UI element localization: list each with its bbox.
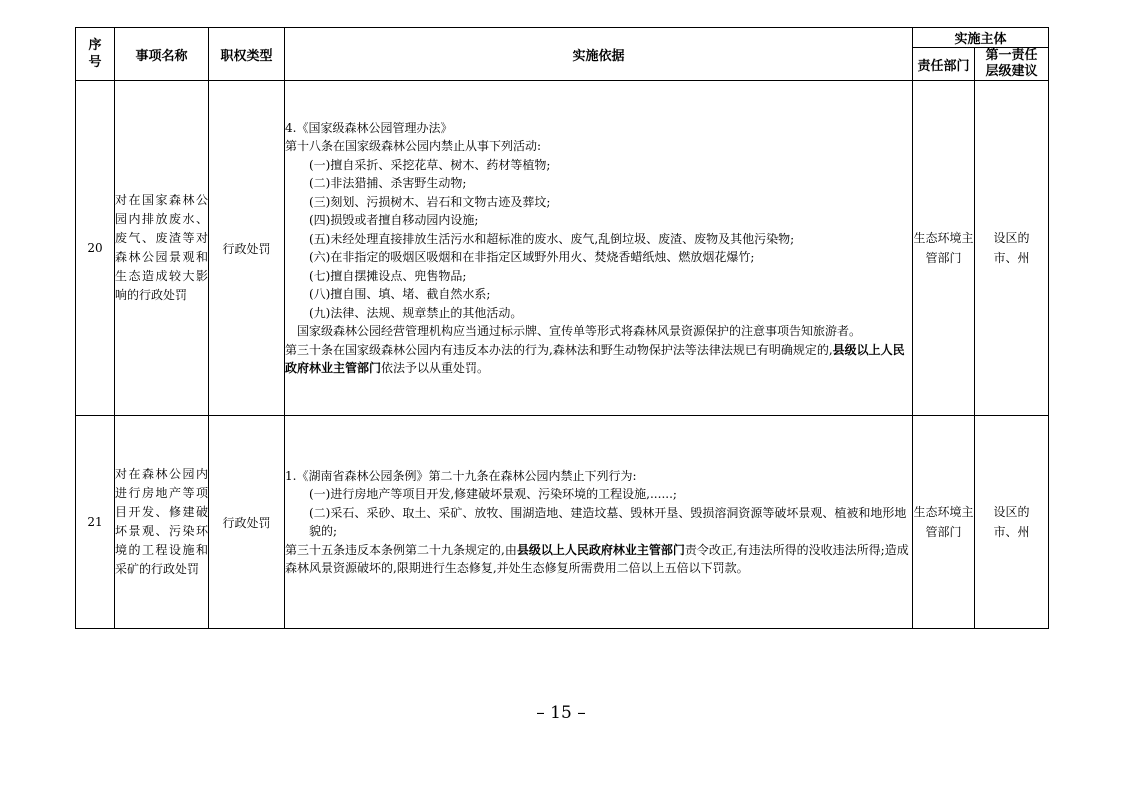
basis-item: (三)刻划、污损树木、岩石和文物古迹及葬坟; xyxy=(309,194,551,209)
row-seq: 21 xyxy=(76,416,115,629)
row-item-name: 对在国家森林公园内排放废水、废气、废渣等对森林公园景观和生态造成较大影响的行政处罚 xyxy=(115,81,209,416)
basis-item: (四)损毁或者擅自移动园内设施; xyxy=(309,213,479,227)
row-basis xyxy=(285,416,913,629)
basis-law: 4.《国家级森林公园管理办法》 xyxy=(285,120,453,135)
row-level: 设区的市、州 xyxy=(975,416,1049,629)
table-row xyxy=(76,81,1049,416)
basis-paragraph: 国家级森林公园经营管理机构应当通过标示牌、宣传单等形式将森林风景资源保护的注意事项告知旅游者。 xyxy=(297,324,862,338)
basis-article: 第三十五条违反本条例第二十九条规定的,由县级以上人民政府林业主管部门责令改正,有违法所得的没收违法所得;造成森林风景资源破坏的,限期进行生态修复,并处生态修复所需费用二倍以上五倍以下罚款。 xyxy=(285,542,909,575)
page-number: – 15 – xyxy=(536,703,586,723)
row-level: 设区的市、州 xyxy=(975,81,1049,416)
basis-article: 第十八条在国家级森林公园内禁止从事下列活动: xyxy=(285,139,542,153)
header-subject: 实施主体 xyxy=(913,28,1049,48)
header-basis: 实施依据 xyxy=(285,28,913,81)
row-dept: 生态环境主管部门 xyxy=(913,81,975,416)
row-item-name: 对在森林公园内进行房地产等项目开发、修建破坏景观、污染环境的工程设施和采矿的行政处罚 xyxy=(115,416,209,629)
header-item-name: 事项名称 xyxy=(115,28,209,81)
basis-item: (二)采石、采砂、取土、采矿、放牧、围湖造地、建造坟墓、毁林开垦、毁损溶洞资源等破坏景观、植被和地形地貌的; xyxy=(309,505,907,538)
basis-item: (七)擅自摆摊设点、兜售物品; xyxy=(309,268,467,283)
basis-item: (一)擅自采折、采挖花草、树木、药材等植物; xyxy=(309,157,551,172)
row-power-type: 行政处罚 xyxy=(209,416,285,629)
header-level: 第一责任层级建议 xyxy=(975,48,1049,81)
basis-item: (二)非法猎捕、杀害野生动物; xyxy=(309,176,467,190)
basis-item: (一)进行房地产等项目开发,修建破坏景观、污染环境的工程设施,......; xyxy=(309,487,677,501)
row-seq: 20 xyxy=(76,81,115,416)
header-power-type: 职权类型 xyxy=(209,28,285,81)
basis-item: (五)未经处理直接排放生活污水和超标准的废水、废气,乱倒垃圾、废渣、废物及其他污染物; xyxy=(309,231,795,246)
header-seq: 序号 xyxy=(76,28,115,81)
header-dept: 责任部门 xyxy=(913,48,975,81)
basis-article: 第三十条在国家级森林公园内有违反本办法的行为,森林法和野生动物保护法等法律法规已有明确规定的,县级以上人民政府林业主管部门依法予以从重处罚。 xyxy=(285,342,905,375)
row-dept: 生态环境主管部门 xyxy=(913,416,975,629)
row-power-type: 行政处罚 xyxy=(209,81,285,416)
basis-item: (六)在非指定的吸烟区吸烟和在非指定区域野外用火、焚烧香蜡纸烛、燃放烟花爆竹; xyxy=(309,250,755,264)
basis-item: (八)擅自围、填、堵、截自然水系; xyxy=(309,287,491,301)
regulation-table xyxy=(75,27,1049,629)
basis-item: (九)法律、法规、规章禁止的其他活动。 xyxy=(309,305,523,320)
basis-law: 1.《湖南省森林公园条例》第二十九条在森林公园内禁止下列行为: xyxy=(285,468,637,483)
table-row xyxy=(76,416,1049,629)
row-basis xyxy=(285,81,913,416)
